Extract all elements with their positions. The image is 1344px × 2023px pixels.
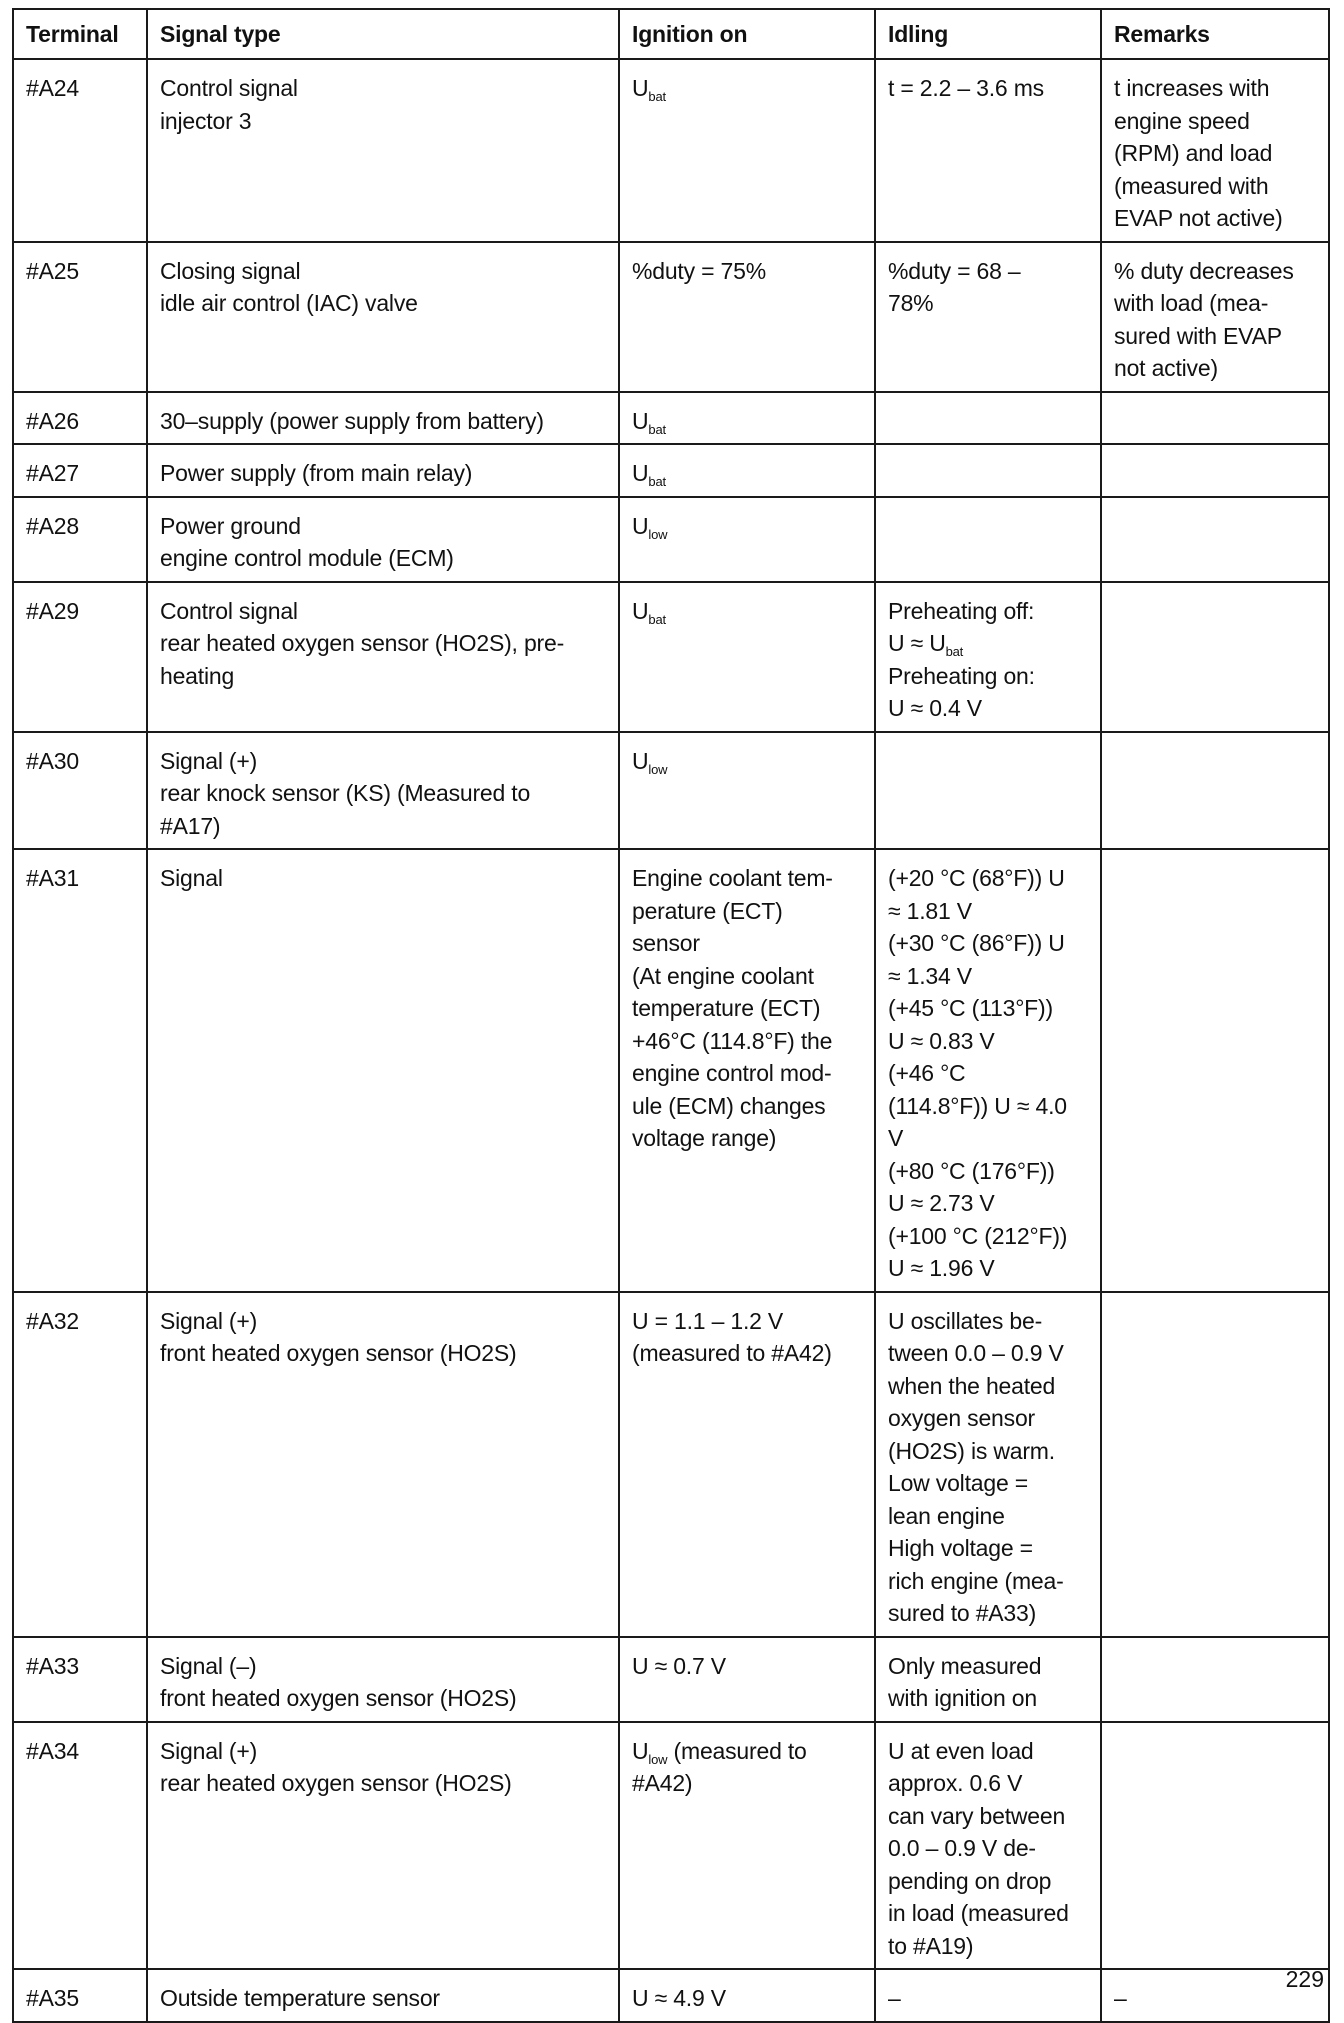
remarks-line: (RPM) and load [1114,140,1273,166]
ignition-cell [619,1292,875,1637]
ignition-cell [619,444,875,497]
idling-line: in load (measured [888,1900,1069,1926]
idling-line: (114.8°F)) U ≈ 4.0 [888,1092,1067,1119]
ignition-line: perature (ECT) [632,897,783,924]
table-row [13,849,1329,1292]
idling-cell [875,1292,1101,1637]
ignition-cell [619,59,875,242]
idling-line: when the heated [888,1372,1056,1399]
ignition-subscript: bat [648,89,666,104]
ignition-line: sensor [632,930,700,956]
idling-line: (+30 °C (86°F)) U [888,930,1065,956]
idling-line: can vary between [888,1802,1066,1829]
preheating-off-subscript: bat [945,644,964,659]
table-row [13,444,1329,497]
page-number: 229 [1285,1966,1324,1992]
ignition-symbol: U [632,1737,649,1764]
table-row [13,1722,1329,1970]
table-row [13,59,1329,242]
terminal-cell: #A25 [13,242,147,392]
idling-line: Only measured [888,1652,1042,1679]
preheating-off-value [888,627,1090,660]
remarks-line: (measured with [1114,172,1269,199]
signal-line: #A17) [160,812,221,839]
remarks-line: t increases with [1114,75,1270,101]
idling-line: (+80 °C (176°F)) [888,1157,1055,1184]
ignition-line: voltage range) [632,1125,777,1151]
signal-line: Power supply (from main relay) [160,460,473,486]
header-idling: Idling [875,9,1101,59]
remarks-cell [1101,392,1329,445]
signal-line: front heated oxygen sensor (HO2S) [160,1340,517,1366]
ignition-subscript: low [648,526,668,542]
table-row [13,732,1329,850]
idling-cell [875,444,1101,497]
idling-line: with ignition on [888,1685,1037,1711]
idling-line: U at even load [888,1737,1034,1764]
idling-line: (+46 °C [888,1060,966,1086]
idling-line: V [888,1125,904,1151]
header-ignition-on: Ignition on [619,9,875,59]
ignition-line: (At engine coolant [632,962,814,989]
ignition-subscript: bat [648,611,666,627]
remarks-cell [1101,1722,1329,1970]
idling-cell [875,497,1101,582]
preheating-off-label: Preheating off: [888,597,1035,624]
preheating-off-prefix: U ≈ U [888,630,946,656]
table-row [13,582,1329,732]
ignition-cell [619,392,875,445]
preheating-on-value: U ≈ 0.4 V [888,695,982,721]
idling-line: %duty = 68 – [888,257,1021,284]
idling-line: tween 0.0 – 0.9 V [888,1340,1064,1366]
ignition-line: +46°C (114.8°F) the [632,1027,833,1054]
signal-line: idle air control (IAC) valve [160,290,418,316]
table-row [13,1292,1329,1637]
remarks-line: % duty decreases [1114,257,1294,284]
terminal-cell: #A35 [13,1969,147,2022]
idling-line: oxygen sensor [888,1405,1035,1431]
remarks-cell [1101,497,1329,582]
terminal-cell: #A28 [13,497,147,582]
signal-cell [147,497,619,582]
ignition-symbol: U [632,597,649,624]
signal-cell [147,1637,619,1722]
header-signal-type: Signal type [147,9,619,59]
signal-cell [147,59,619,242]
remarks-cell [1101,849,1329,1292]
ignition-cell [619,732,875,850]
idling-cell [875,582,1101,732]
ignition-line: (measured to #A42) [632,1340,832,1366]
idling-line: pending on drop [888,1867,1052,1894]
remarks-line: EVAP not active) [1114,205,1283,231]
terminal-cell: #A32 [13,1292,147,1637]
terminal-cell: #A30 [13,732,147,850]
signal-cell [147,242,619,392]
signal-line: rear heated oxygen sensor (HO2S), pre- [160,630,565,656]
remarks-cell [1101,59,1329,242]
remarks-cell [1101,582,1329,732]
signal-line: rear heated oxygen sensor (HO2S) [160,1770,512,1796]
ignition-cell: %duty = 75% [619,242,875,392]
terminal-cell: #A29 [13,582,147,732]
table-row [13,392,1329,445]
signal-cell [147,849,619,1292]
remarks-cell [1101,1292,1329,1637]
table-row [13,1969,1329,2022]
remarks-cell [1101,444,1329,497]
idling-line: U ≈ 2.73 V [888,1190,995,1216]
idling-cell [875,242,1101,392]
idling-line: t = 2.2 – 3.6 ms [888,75,1044,101]
preheating-on-label: Preheating on: [888,662,1035,689]
ignition-symbol: U [632,512,649,539]
terminal-cell: #A34 [13,1722,147,1970]
ignition-line: ule (ECM) changes [632,1092,826,1119]
signal-line: engine control module (ECM) [160,545,454,571]
ignition-suffix: (measured to [667,1737,807,1764]
signal-line: Power ground [160,512,301,539]
idling-line: Low voltage = [888,1470,1028,1496]
remarks-line: engine speed [1114,107,1250,134]
signal-line: Signal (+) [160,747,258,774]
ignition-line: temperature (ECT) [632,995,821,1021]
signal-line: Outside temperature sensor [160,1985,440,2011]
signal-cell [147,1292,619,1637]
idling-cell [875,1969,1101,2022]
table-header-row [13,9,1329,59]
ignition-cell: U ≈ 4.9 V [619,1969,875,2022]
ignition-cell: U ≈ 0.7 V [619,1637,875,1722]
idling-cell [875,1722,1101,1970]
signal-cell [147,444,619,497]
remarks-line: with load (mea- [1114,290,1269,316]
terminal-cell: #A31 [13,849,147,1292]
ignition-line: U = 1.1 – 1.2 V [632,1307,784,1334]
ignition-symbol: U [632,75,649,101]
idling-cell [875,1637,1101,1722]
ignition-subscript: low [648,1751,668,1767]
idling-line: 78% [888,290,934,316]
remarks-cell [1101,732,1329,850]
ignition-cell [619,497,875,582]
idling-line: 0.0 – 0.9 V de- [888,1835,1036,1861]
idling-line: U ≈ 0.83 V [888,1027,995,1054]
signal-cell [147,392,619,445]
signal-line: injector 3 [160,107,252,134]
idling-line: rich engine (mea- [888,1567,1064,1594]
remarks-line: sured with EVAP [1114,322,1282,349]
signal-line: Closing signal [160,257,301,284]
ignition-cell [619,849,875,1292]
idling-line: sured to #A33) [888,1600,1037,1626]
signal-line: front heated oxygen sensor (HO2S) [160,1685,517,1711]
terminal-signal-table [12,8,1330,2023]
signal-line: Signal (+) [160,1737,258,1764]
ignition-symbol: U [632,460,649,486]
signal-cell [147,582,619,732]
signal-cell [147,732,619,850]
idling-line: – [888,1985,901,2011]
idling-line: (+100 °C (212°F)) [888,1222,1068,1249]
remarks-cell [1101,242,1329,392]
ignition-line [632,1735,864,1768]
idling-line: (HO2S) is warm. [888,1437,1055,1464]
signal-line: Signal [160,865,223,891]
idling-line: U oscillates be- [888,1307,1043,1334]
terminal-cell: #A33 [13,1637,147,1722]
signal-cell [147,1722,619,1970]
idling-line: to #A19) [888,1932,974,1959]
idling-line: ≈ 1.81 V [888,897,972,924]
terminal-cell: #A26 [13,392,147,445]
ignition-line: #A42) [632,1770,693,1796]
header-terminal: Terminal [13,9,147,59]
remarks-line: not active) [1114,355,1218,381]
idling-cell [875,849,1101,1292]
signal-line: Signal (–) [160,1652,257,1679]
remarks-line: – [1114,1985,1127,2011]
header-remarks: Remarks [1101,9,1329,59]
signal-line: Control signal [160,597,298,624]
ignition-cell [619,1722,875,1970]
idling-line: approx. 0.6 V [888,1770,1023,1796]
idling-line: U ≈ 1.96 V [888,1255,995,1281]
terminal-cell: #A27 [13,444,147,497]
ignition-symbol: U [632,407,649,434]
idling-line: High voltage = [888,1535,1033,1561]
ignition-line: Engine coolant tem- [632,865,833,891]
idling-line: (+20 °C (68°F)) U [888,865,1065,891]
table-row [13,497,1329,582]
signal-line: rear knock sensor (KS) (Measured to [160,780,531,806]
signal-line: 30–supply (power supply from battery) [160,407,544,434]
ignition-subscript: low [648,761,668,777]
idling-cell [875,732,1101,850]
signal-cell [147,1969,619,2022]
signal-line: Control signal [160,75,298,101]
table-row [13,242,1329,392]
ignition-cell [619,582,875,732]
ignition-line: engine control mod- [632,1060,832,1086]
ignition-subscript: bat [648,474,666,489]
idling-line: ≈ 1.34 V [888,962,972,989]
idling-line: (+45 °C (113°F)) [888,995,1053,1021]
terminal-cell: #A24 [13,59,147,242]
signal-line: heating [160,662,235,689]
signal-line: Signal (+) [160,1307,258,1334]
remarks-cell [1101,1637,1329,1722]
idling-cell [875,59,1101,242]
idling-line: lean engine [888,1502,1005,1529]
ignition-symbol: U [632,747,649,774]
idling-cell [875,392,1101,445]
table-row [13,1637,1329,1722]
ignition-subscript: bat [648,421,666,437]
